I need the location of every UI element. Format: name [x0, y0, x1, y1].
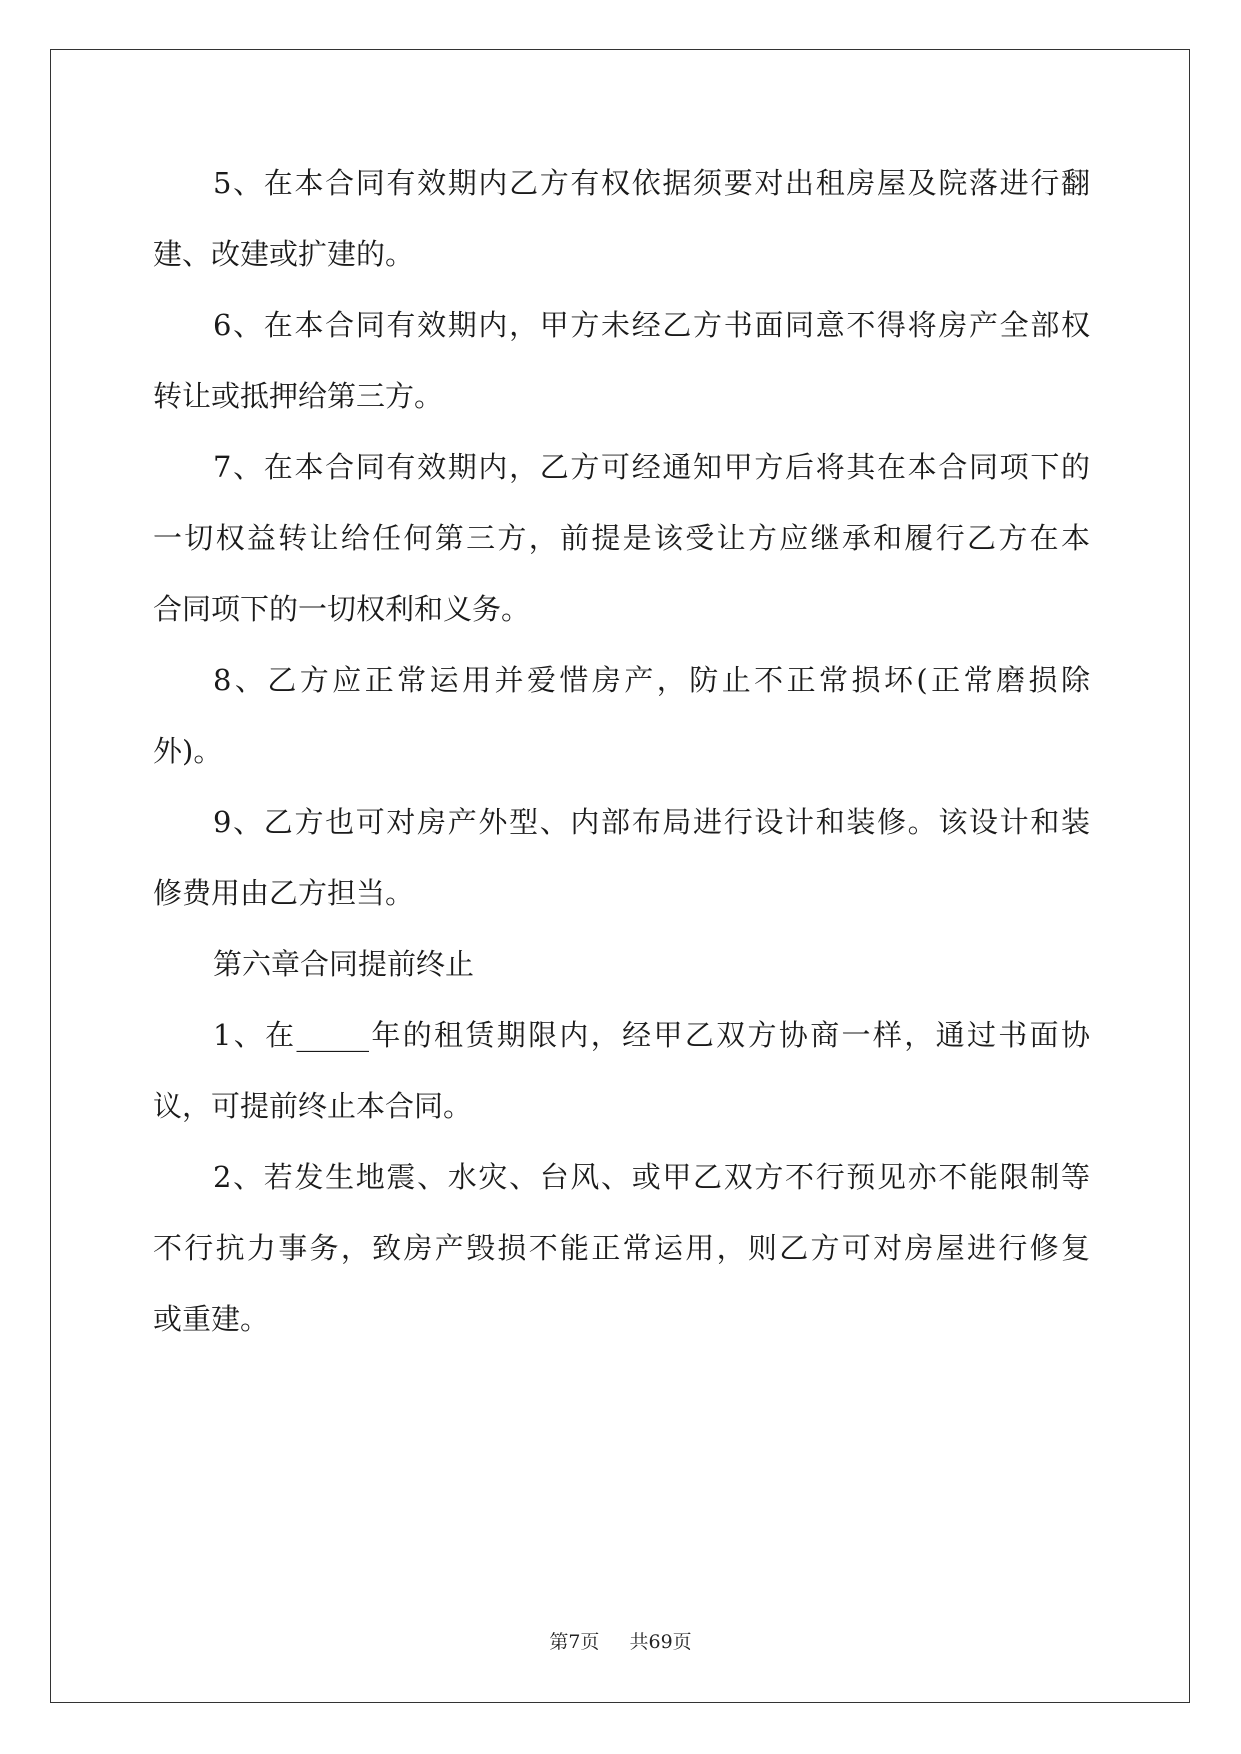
page-footer	[0, 1627, 1241, 1654]
paragraph-9-line-2: 修费用由乙方担当。	[153, 876, 415, 910]
chapter-6-item-2-line-2: 不行抗力事务，致房产毁损不能正常运用，则乙方可对房屋进行修复	[153, 1231, 1090, 1265]
paragraph-6-line-1: 6、在本合同有效期内，甲方未经乙方书面同意不得将房产全部权	[213, 308, 1090, 342]
paragraph-8-line-2: 外)。	[153, 734, 223, 768]
paragraph-7-line-3: 合同项下的一切权利和义务。	[153, 592, 531, 626]
chapter-6-item-1-line-1: 1、在_____年的租赁期限内，经甲乙双方协商一样，通过书面协	[213, 1018, 1090, 1052]
paragraph-5-line-1: 5、在本合同有效期内乙方有权依据须要对出租房屋及院落进行翻	[213, 166, 1090, 200]
paragraph-7-line-1: 7、在本合同有效期内，乙方可经通知甲方后将其在本合同项下的	[213, 450, 1090, 484]
paragraph-8-line-1: 8、乙方应正常运用并爱惜房产，防止不正常损坏(正常磨损除	[213, 663, 1090, 697]
page-total: 共69页	[629, 1631, 692, 1653]
chapter-6-item-1-line-2: 议，可提前终止本合同。	[153, 1089, 473, 1123]
page-number: 第7页	[549, 1631, 600, 1653]
paragraph-9-line-1: 9、乙方也可对房产外型、内部布局进行设计和装修。该设计和装	[213, 805, 1090, 839]
chapter-6-heading: 第六章合同提前终止	[213, 947, 475, 981]
chapter-6-item-2-line-3: 或重建。	[153, 1302, 270, 1336]
paragraph-6-line-2: 转让或抵押给第三方。	[153, 379, 444, 413]
paragraph-7-line-2: 一切权益转让给任何第三方，前提是该受让方应继承和履行乙方在本	[153, 521, 1090, 555]
paragraph-5-line-2: 建、改建或扩建的。	[153, 237, 415, 271]
chapter-6-item-2-line-1: 2、若发生地震、水灾、台风、或甲乙双方不行预见亦不能限制等	[213, 1160, 1090, 1194]
